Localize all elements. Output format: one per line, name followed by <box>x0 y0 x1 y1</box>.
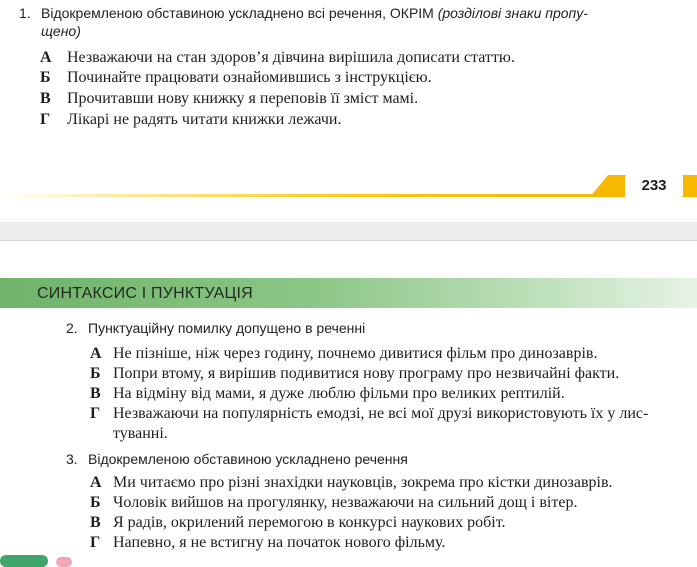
option-text: Напевно, я не встигну на початок нового фільму. <box>113 534 446 551</box>
question-text-italic-2: щено) <box>41 23 81 39</box>
top-page <box>0 0 697 222</box>
option-letter: В <box>90 385 101 402</box>
option-letter: В <box>40 90 51 107</box>
option-b <box>90 493 690 513</box>
option-a <box>90 344 690 364</box>
question-text: Пунктуаційну помилку допущено в реченні <box>88 320 366 336</box>
option-c <box>40 89 680 109</box>
margin-decoration <box>0 555 48 567</box>
question-3-heading <box>66 450 686 468</box>
option-text: Прочитавши нову книжку я переповів її зміст мамі. <box>67 90 419 107</box>
option-d <box>40 110 680 130</box>
question-text <box>41 4 588 22</box>
option-text: Незважаючи на стан здоров’я дівчина вирішила дописати статтю. <box>67 49 515 66</box>
option-letter: А <box>40 49 52 66</box>
question-text: Відокремленою обставиною ускладнено речення <box>88 451 408 467</box>
option-letter: Г <box>90 405 101 422</box>
option-text: На відміну від мами, я дуже люблю фільми про великих рептилій. <box>113 385 565 402</box>
option-letter: Б <box>90 494 101 511</box>
question-text-plain: Відокремленою обставиною ускладнено всі речення, ОКРІМ <box>41 5 434 21</box>
margin-decoration-pink <box>56 557 72 567</box>
option-text: Не пізніше, ніж через годину, почнемо дивитися фільм про динозаврів. <box>113 345 598 362</box>
question-text-italic: (розділові знаки пропу- <box>437 5 588 21</box>
option-c <box>90 384 690 404</box>
option-text: Попри втому, я вирішив подивитися нову програму про незвичайні факти. <box>113 365 620 382</box>
option-letter: Б <box>90 365 101 382</box>
option-text: Починайте працювати ознайомившись з інструкцією. <box>67 69 432 86</box>
option-letter: А <box>90 474 102 491</box>
section-title: СИНТАКСИС І ПУНКТУАЦІЯ <box>37 285 253 302</box>
option-letter: В <box>90 514 101 531</box>
option-text: Лікарі не радять читати книжки лежачи. <box>67 111 342 128</box>
question-2-heading <box>66 319 686 337</box>
page-number: 233 <box>625 175 683 197</box>
question-number: 1. <box>19 5 31 21</box>
footer-rule <box>0 194 600 197</box>
option-c <box>90 513 690 533</box>
option-letter: Б <box>40 69 51 86</box>
question-number: 3. <box>66 451 78 467</box>
option-text: Незважаючи на популярність емодзі, не всі мої друзі використовують їх у лис- <box>113 405 649 422</box>
question-text-continuation <box>41 22 81 40</box>
option-text: Я радів, окрилений перемогою в конкурсі наукових робіт. <box>113 514 506 531</box>
option-letter: Г <box>90 534 101 551</box>
question-number: 2. <box>66 320 78 336</box>
option-d <box>90 533 690 553</box>
option-a <box>90 473 690 493</box>
option-b <box>40 68 680 88</box>
option-d <box>90 404 694 444</box>
page-gap <box>0 222 697 240</box>
option-text: Ми читаємо про різні знахідки науковців, зокрема про кістки динозаврів. <box>113 474 613 491</box>
option-text: Чоловік вийшов на прогулянку, незважаючи на сильний дощ і вітер. <box>113 494 578 511</box>
option-letter: А <box>90 345 102 362</box>
option-a <box>40 48 680 68</box>
option-b <box>90 364 690 384</box>
option-letter: Г <box>40 111 51 128</box>
option-text-continuation: туванні. <box>113 425 168 442</box>
question-1-heading <box>19 4 689 40</box>
